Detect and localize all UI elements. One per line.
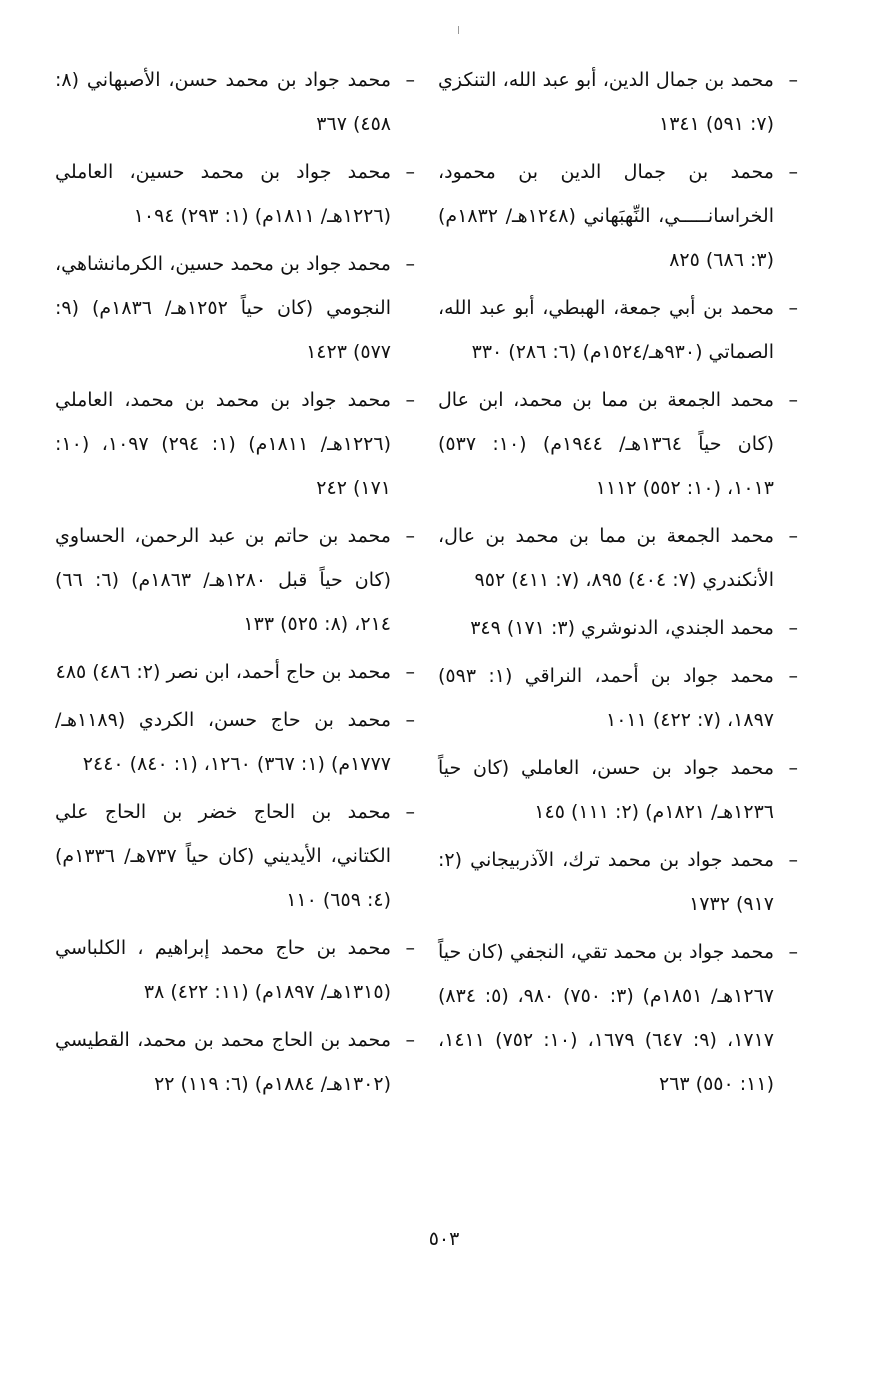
entry-dash: – (788, 757, 798, 779)
index-entry (55, 514, 415, 646)
entry-dash: – (405, 525, 415, 547)
entry-text: محمد جواد بن حسن، العاملي (كان حياً ١٢٣٦هـ/ ١٨٢١م) (٢: ١١١) ١٤٥ (438, 757, 774, 823)
index-entry (438, 514, 798, 602)
index-entry (55, 378, 415, 510)
entry-dash: – (405, 1029, 415, 1051)
index-column-right (438, 58, 798, 1110)
entry-dash: – (788, 941, 798, 963)
page-number: ٥٠٣ (428, 1228, 460, 1250)
entry-dash: – (788, 161, 798, 183)
index-entry (438, 378, 798, 510)
entry-text: محمد جواد بن محمد حسين، الكرمانشاهي، النجومي (كان حياً ١٢٥٢هـ/ ١٨٣٦م) (٩: ٥٧٧) ١٤٢٣ (55, 253, 392, 363)
entry-text: محمد بن الحاج خضر بن الحاج علي الكتاني، الأيديني (كان حياً ٧٣٧هـ/ ١٣٣٦م) (٤: ٦٥٩) ١١٠ (55, 801, 392, 911)
index-entry (438, 838, 798, 926)
index-entry (438, 150, 798, 282)
entry-text: محمد بن حاج أحمد، ابن نصر (٢: ٤٨٦) ٤٨٥ (55, 661, 391, 683)
index-entry (55, 58, 415, 146)
entry-dash: – (788, 665, 798, 687)
index-entry (438, 654, 798, 742)
index-entry (55, 242, 415, 374)
entry-dash: – (405, 661, 415, 683)
index-entry (55, 650, 415, 694)
entry-text: محمد بن حاتم بن عبد الرحمن، الحساوي (كان حياً قبل ١٢٨٠هـ/ ١٨٦٣م) (٦: ٦٦) ٢١٤، (٨: ٥٢٥) ١٣٣ (55, 525, 392, 635)
index-entry (55, 926, 415, 1014)
entry-dash: – (788, 297, 798, 319)
entry-dash: – (405, 253, 415, 275)
entry-text: محمد جواد بن أحمد، النراقي (١: ٥٩٣) ١٨٩٧، (٧: ٤٢٢) ١٠١١ (438, 665, 774, 731)
entry-text: محمد الجندي، الدنوشري (٣: ١٧١) ٣٤٩ (470, 617, 774, 639)
scan-mark (458, 26, 459, 34)
entry-dash: – (405, 69, 415, 91)
entry-dash: – (405, 709, 415, 731)
entry-text: محمد بن الحاج محمد بن محمد، القطيسي (١٣٠٢هـ/ ١٨٨٤م) (٦: ١١٩) ٢٢ (55, 1029, 391, 1095)
index-entry (55, 698, 415, 786)
entry-dash: – (788, 69, 798, 91)
index-entry (438, 606, 798, 650)
entry-text: محمد جواد بن محمد بن محمد، العاملي (١٢٢٦هـ/ ١٨١١م) (١: ٢٩٤) ١٠٩٧، (١٠: ١٧١) ٢٤٢ (55, 389, 392, 499)
entry-text: محمد الجمعة بن مما بن محمد، ابن عال (كان حياً ١٣٦٤هـ/ ١٩٤٤م) (١٠: ٥٣٧) ١٠١٣، (١٠: ٥٥٢) ١١١٢ (438, 389, 774, 499)
entry-text: محمد جواد بن محمد حسين، العاملي (١٢٢٦هـ/ ١٨١١م) (١: ٢٩٣) ١٠٩٤ (55, 161, 391, 227)
index-entry (438, 746, 798, 834)
index-entry (55, 1018, 415, 1106)
entry-dash: – (405, 937, 415, 959)
entry-dash: – (405, 801, 415, 823)
index-entry (55, 150, 415, 238)
index-entry (438, 58, 798, 146)
entry-dash: – (788, 617, 798, 639)
entry-dash: – (788, 389, 798, 411)
entry-dash: – (788, 525, 798, 547)
index-entry (438, 286, 798, 374)
entry-text: محمد بن جمال الدين، أبو عبد الله، التنكزي (٧: ٥٩١) ١٣٤١ (438, 69, 774, 135)
entry-dash: – (405, 161, 415, 183)
entry-text: محمد جواد بن محمد حسن، الأصبهاني (٨: ٤٥٨) ٣٦٧ (55, 69, 391, 135)
entry-dash: – (405, 389, 415, 411)
entry-text: محمد بن حاج حسن، الكردي (١١٨٩هـ/ ١٧٧٧م) (١: ٣٦٧) ١٢٦٠، (١: ٨٤٠) ٢٤٤٠ (55, 709, 391, 775)
index-column-left (55, 58, 415, 1110)
entry-dash: – (788, 849, 798, 871)
entry-text: محمد بن أبي جمعة، الهبطي، أبو عبد الله، الصماتي (٩٣٠هـ/١٥٢٤م) (٦: ٢٨٦) ٣٣٠ (438, 297, 774, 363)
entry-text: محمد بن جمال الدين بن محمود، الخراسانـــــي، النِّهبَهاني (١٢٤٨هـ/ ١٨٣٢م) (٣: ٦٨٦) ٨٢٥ (438, 161, 774, 271)
entry-text: محمد الجمعة بن مما بن محمد بن عال، الأنكندري (٧: ٤٠٤) ٨٩٥، (٧: ٤١١) ٩٥٢ (438, 525, 774, 591)
index-entry (55, 790, 415, 922)
index-entry (438, 930, 798, 1106)
entry-text: محمد بن حاج محمد إبراهيم ، الكلباسي (١٣١٥هـ/ ١٨٩٧م) (١١: ٤٢٢) ٣٨ (55, 937, 391, 1003)
entry-text: محمد جواد بن محمد ترك، الآذربيجاني (٢: ٩١٧) ١٧٣٢ (438, 849, 774, 915)
entry-text: محمد جواد بن محمد تقي، النجفي (كان حياً ١٢٦٧هـ/ ١٨٥١م) (٣: ٧٥٠) ٩٨٠، (٥: ٨٣٤) ١٧١٧، (٩: ٦٤٧) ١٦٧٩، (١٠: ٧٥٢) ١٤١١، (١١: ٥٥٠) ٢٦٣ (438, 941, 775, 1095)
